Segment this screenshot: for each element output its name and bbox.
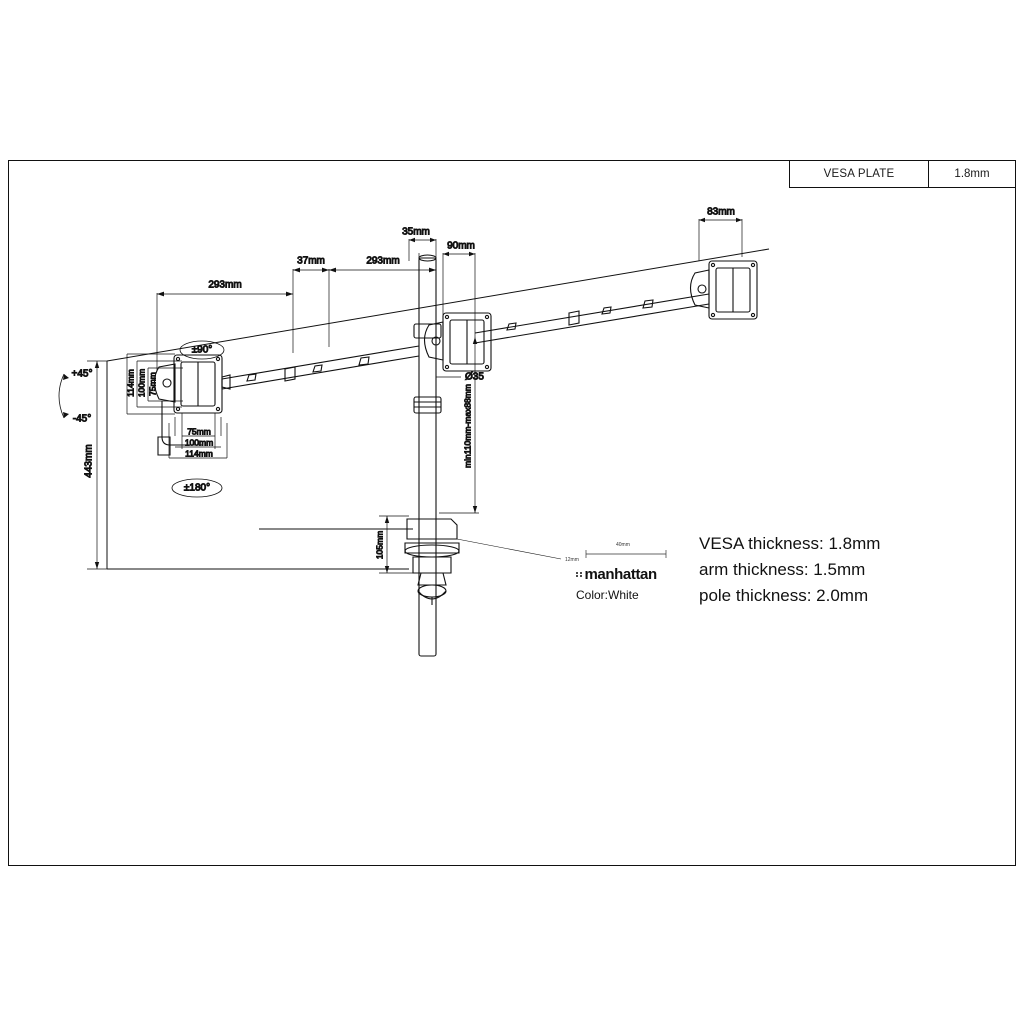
dim-right-plate-width: 83mm (707, 206, 735, 218)
dim-center-plate-width: 90mm (447, 240, 475, 252)
technical-drawing (9, 161, 1017, 867)
color-label: Color:White (576, 588, 639, 602)
angle-tilt-down: -45° (72, 413, 92, 425)
dim-left-joint-offset: 37mm (297, 255, 325, 267)
drawing-sheet (8, 160, 1016, 866)
dim-total-height: 443mm (83, 444, 95, 478)
dim-vesa-width-100: 100mm (184, 437, 214, 448)
dim-right-arm-span: 293mm (366, 255, 400, 267)
angle-tilt-up: +45° (71, 368, 93, 380)
title-block-value: 1.8mm (954, 168, 990, 180)
dim-pole-diameter: Ø35 (465, 371, 484, 383)
note-vesa-thickness: VESA thickness: 1.8mm (699, 534, 881, 553)
dim-vesa-height-75: 75mm (147, 372, 158, 396)
angle-rotate-plate: ±90° (191, 344, 213, 356)
title-block-label: VESA PLATE (790, 161, 929, 187)
dim-vesa-width-75: 75mm (187, 426, 211, 437)
notes-block (699, 531, 880, 609)
angle-swivel-arm: ±180° (183, 482, 211, 494)
brand-block (564, 544, 684, 602)
dim-vesa-width-114: 114mm (185, 448, 213, 459)
brand-name: manhattan (584, 566, 657, 583)
dim-vesa-height-114: 114mm (125, 369, 136, 397)
scale-height-label: 12mm (565, 557, 579, 563)
dim-vesa-height-100: 100mm (136, 368, 147, 398)
title-block (789, 161, 1015, 188)
dim-clamp-height: 105mm (374, 530, 385, 560)
note-pole-thickness: pole thickness: 2.0mm (699, 586, 869, 605)
scale-width-label: 40mm (616, 542, 630, 548)
logo-dots-icon (576, 572, 582, 578)
scale-bar (565, 542, 670, 570)
dim-pole-top-offset: 35mm (402, 226, 430, 238)
dim-height-adjust: min110mm-max88mm (462, 384, 473, 468)
note-arm-thickness: arm thickness: 1.5mm (699, 560, 866, 579)
dim-left-arm-span: 293mm (208, 279, 242, 291)
